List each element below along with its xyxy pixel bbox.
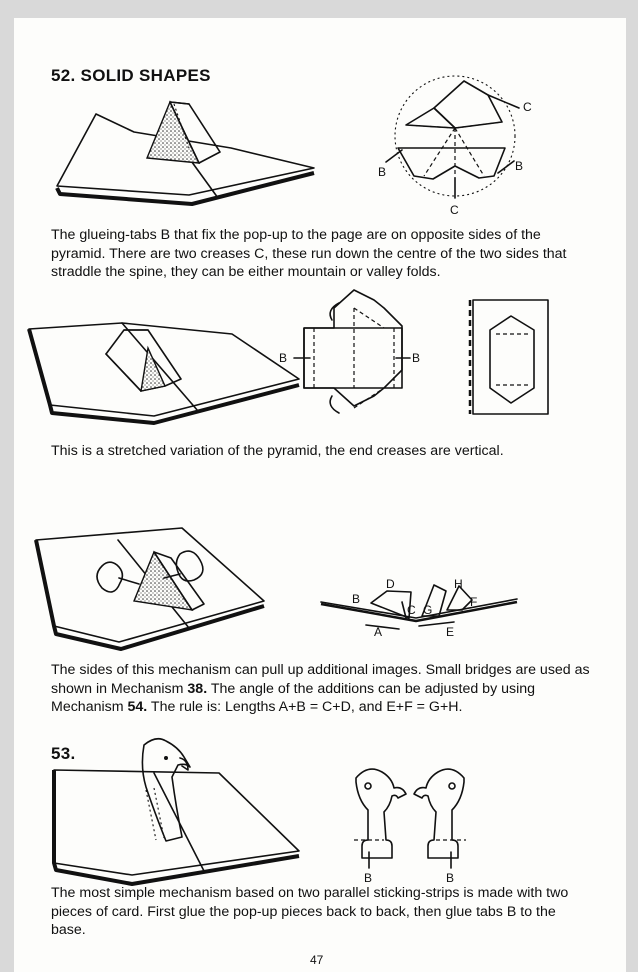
label-h: H	[454, 577, 463, 591]
label-b-parrot-left: B	[364, 871, 373, 885]
label-c-top: C	[523, 100, 532, 114]
page-number: 47	[310, 953, 324, 967]
paragraph-simple-mechanism: The most simple mechanism based on two parallel sticking-strips is made with two pieces of card. First glue the pop-up pieces back to back, then glue tabs B to the base.	[51, 885, 569, 938]
label-g: G	[423, 603, 433, 617]
para3-text-e: The rule is: Lengths A+B = C+D, and E+F = G+H.	[147, 699, 463, 715]
mechanism-38-ref: 38.	[187, 680, 208, 697]
section-52-title: 52. SOLID SHAPES	[51, 66, 211, 85]
label-b-right: B	[515, 159, 524, 173]
mechanism-54-ref: 54.	[127, 699, 148, 715]
label-c-section: C	[407, 603, 416, 617]
label-b-stretched-left: B	[279, 351, 288, 365]
label-e: E	[446, 625, 455, 639]
section-53-title: 53.	[51, 744, 76, 763]
para3-text-a: The sides of this mechanism can pull up additional images. Small bridges are used as shown in Mechanism	[51, 662, 590, 697]
paragraph-pyramid-tabs: The glueing-tabs B that fix the pop-up to the page are on opposite sides of the pyramid. There are two creases C, these run down the centre of the two sides that straddle the spine, they can be either mountain or valley folds.	[51, 227, 567, 280]
parrot-cutouts-diagram	[14, 18, 626, 972]
label-d: D	[386, 577, 395, 591]
label-c-bottom: C	[450, 203, 459, 217]
label-f: F	[470, 595, 478, 609]
label-b-stretched-right: B	[412, 351, 421, 365]
label-b-parrot-right: B	[446, 871, 455, 885]
book-page	[14, 18, 626, 972]
paragraph-stretched-variation: This is a stretched variation of the pyramid, the end creases are vertical.	[51, 443, 504, 459]
label-b-section: B	[352, 592, 361, 606]
para3-text-c: The angle of the additions can be adjusted by using Mechanism	[51, 680, 536, 715]
label-a: A	[374, 625, 383, 639]
label-b-left: B	[378, 165, 387, 179]
